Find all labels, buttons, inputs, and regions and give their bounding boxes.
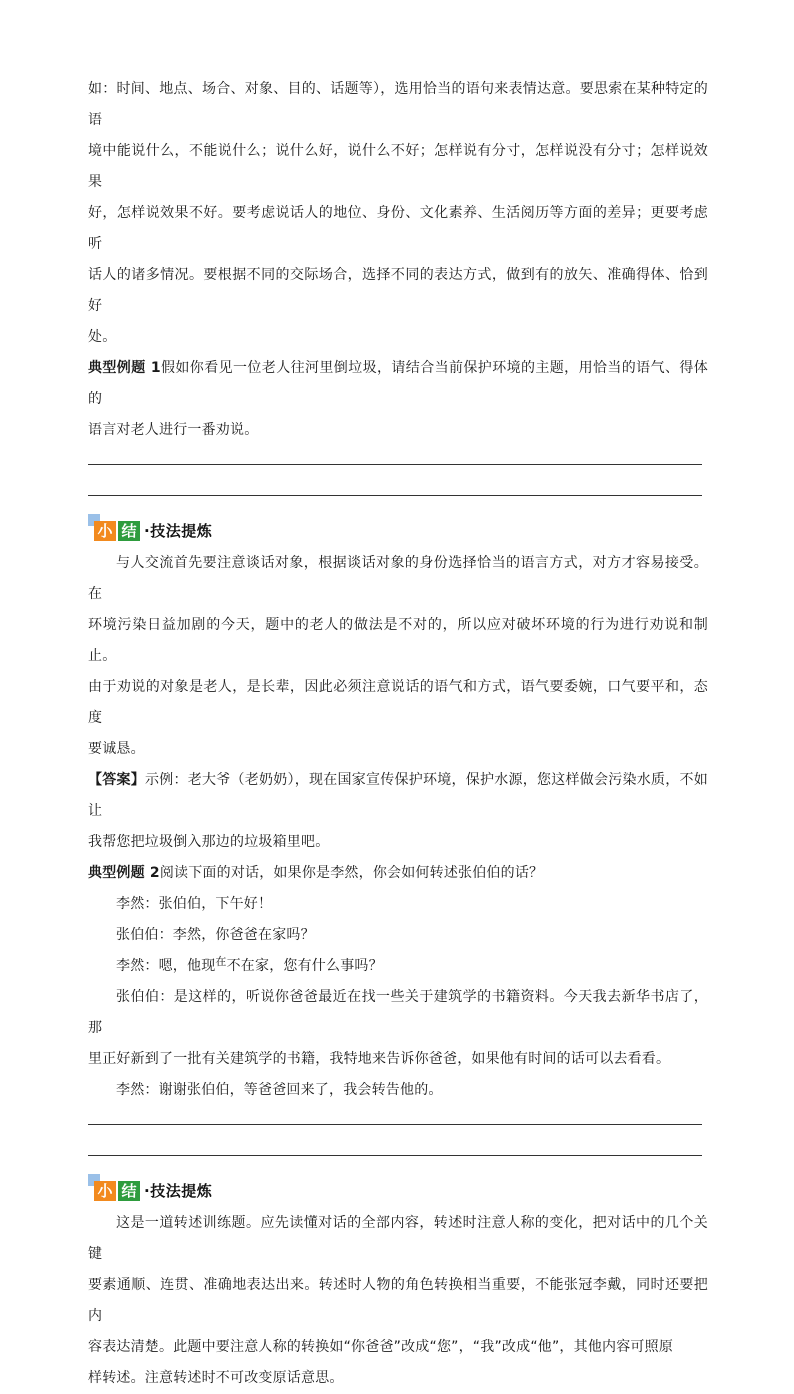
dialogue-line: 李然：谢谢张伯伯，等爸爸回来了，我会转告他的。 [116,1082,443,1098]
summary-2-body [88,1208,708,1394]
example-1 [88,353,708,446]
summary-line: 与人交流首先要注意谈话对象，根据谈话对象的身份选择恰当的语言方式，对方才容易接受。在 [88,555,708,602]
summary-line: 容表达清楚。此题中要注意人称的转换如“你爸爸”改成“您”，“我”改成“他”，其他内容可照原 [88,1339,674,1355]
document-page [88,74,708,1394]
intro-line: 好，怎样说效果不好。要考虑说话人的地位、身份、文化素养、生活阅历等方面的差异；更要考虑听 [88,205,708,252]
answer: 【答案】示例：老大爷（老奶奶），现在国家宣传保护环境，保护水源，您这样做会污染水质，不如让 [88,772,708,819]
summary-line: 环境污染日益加剧的今天，题中的老人的做法是不对的，所以应对破坏环境的行为进行劝说和制止。 [88,617,708,664]
answer-cont: 我帮您把垃圾倒入那边的垃圾箱里吧。 [88,834,330,850]
summary-title: ·技法提炼 [144,1182,213,1200]
summary-2-header [88,1174,708,1206]
summary-1-body [88,548,708,858]
dialogue-line-cont: 里正好新到了一批有关建筑学的书籍，我特地来告诉你爸爸，如果他有时间的话可以去看看。 [88,1051,671,1067]
badge-xiao: 小 [94,521,116,541]
dialogue-line: 李然：张伯伯，下午好！ [116,896,273,912]
answer-label: 【答案】 [88,772,146,788]
summary-title: ·技法提炼 [144,522,213,540]
summary-1-header [88,514,708,546]
dialogue-line: 张伯伯：是这样的，听说你爸爸最近在找一些关于建筑学的书籍资料。今天我去新华书店了，那 [88,989,708,1036]
summary-line: 由于劝说的对象是老人，是长辈，因此必须注意说话的语气和方式，语气要委婉，口气要平和，态度 [88,679,708,726]
example-1-question: 典型例题 1假如你看见一位老人往河里倒垃圾，请结合当前保护环境的主题，用恰当的语气、得体的 [88,360,708,407]
summary-line: 样转述。注意转述时不可改变原话意思。 [88,1370,344,1386]
example-2-question: 典型例题 2阅读下面的对话，如果你是李然，你会如何转述张伯伯的话？ [88,865,544,881]
intro-line: 境中能说什么，不能说什么；说什么好，说什么不好；怎样说有分寸，怎样说没有分寸；怎样说效果 [88,143,708,190]
intro-paragraph [88,74,708,353]
badge-jie: 结 [118,521,140,541]
summary-line: 要素通顺、连贯、准确地表达出来。转述时人物的角色转换相当重要，不能张冠李戴，同时还要把内 [88,1277,708,1324]
summary-line: 要诚恳。 [88,741,145,757]
badge-jie: 结 [118,1181,140,1201]
intro-line: 话人的诸多情况。要根据不同的交际场合，选择不同的表达方式，做到有的放矢、准确得体、恰到好 [88,267,708,314]
example-1-label: 典型例题 1 [88,360,161,376]
example-2-label: 典型例题 2 [88,865,160,881]
example-2 [88,858,708,1106]
dialogue-line: 张伯伯：李然，你爸爸在家吗？ [116,927,315,943]
badge-xiao: 小 [94,1181,116,1201]
intro-line: 处。 [88,329,117,345]
summary-line: 这是一道转述训练题。应先读懂对话的全部内容，转述时注意人称的变化，把对话中的几个关键 [88,1215,708,1262]
example-1-question-cont: 语言对老人进行一番劝说。 [88,422,259,438]
dialogue-line: 李然：嗯，他现$^在$不在家，您有什么事吗？ [116,955,383,974]
answer-line [88,1155,702,1156]
intro-line: 如：时间、地点、场合、对象、目的、话题等），选用恰当的语句来表情达意。要思索在某种特定的语 [88,81,708,128]
answer-line [88,495,702,496]
